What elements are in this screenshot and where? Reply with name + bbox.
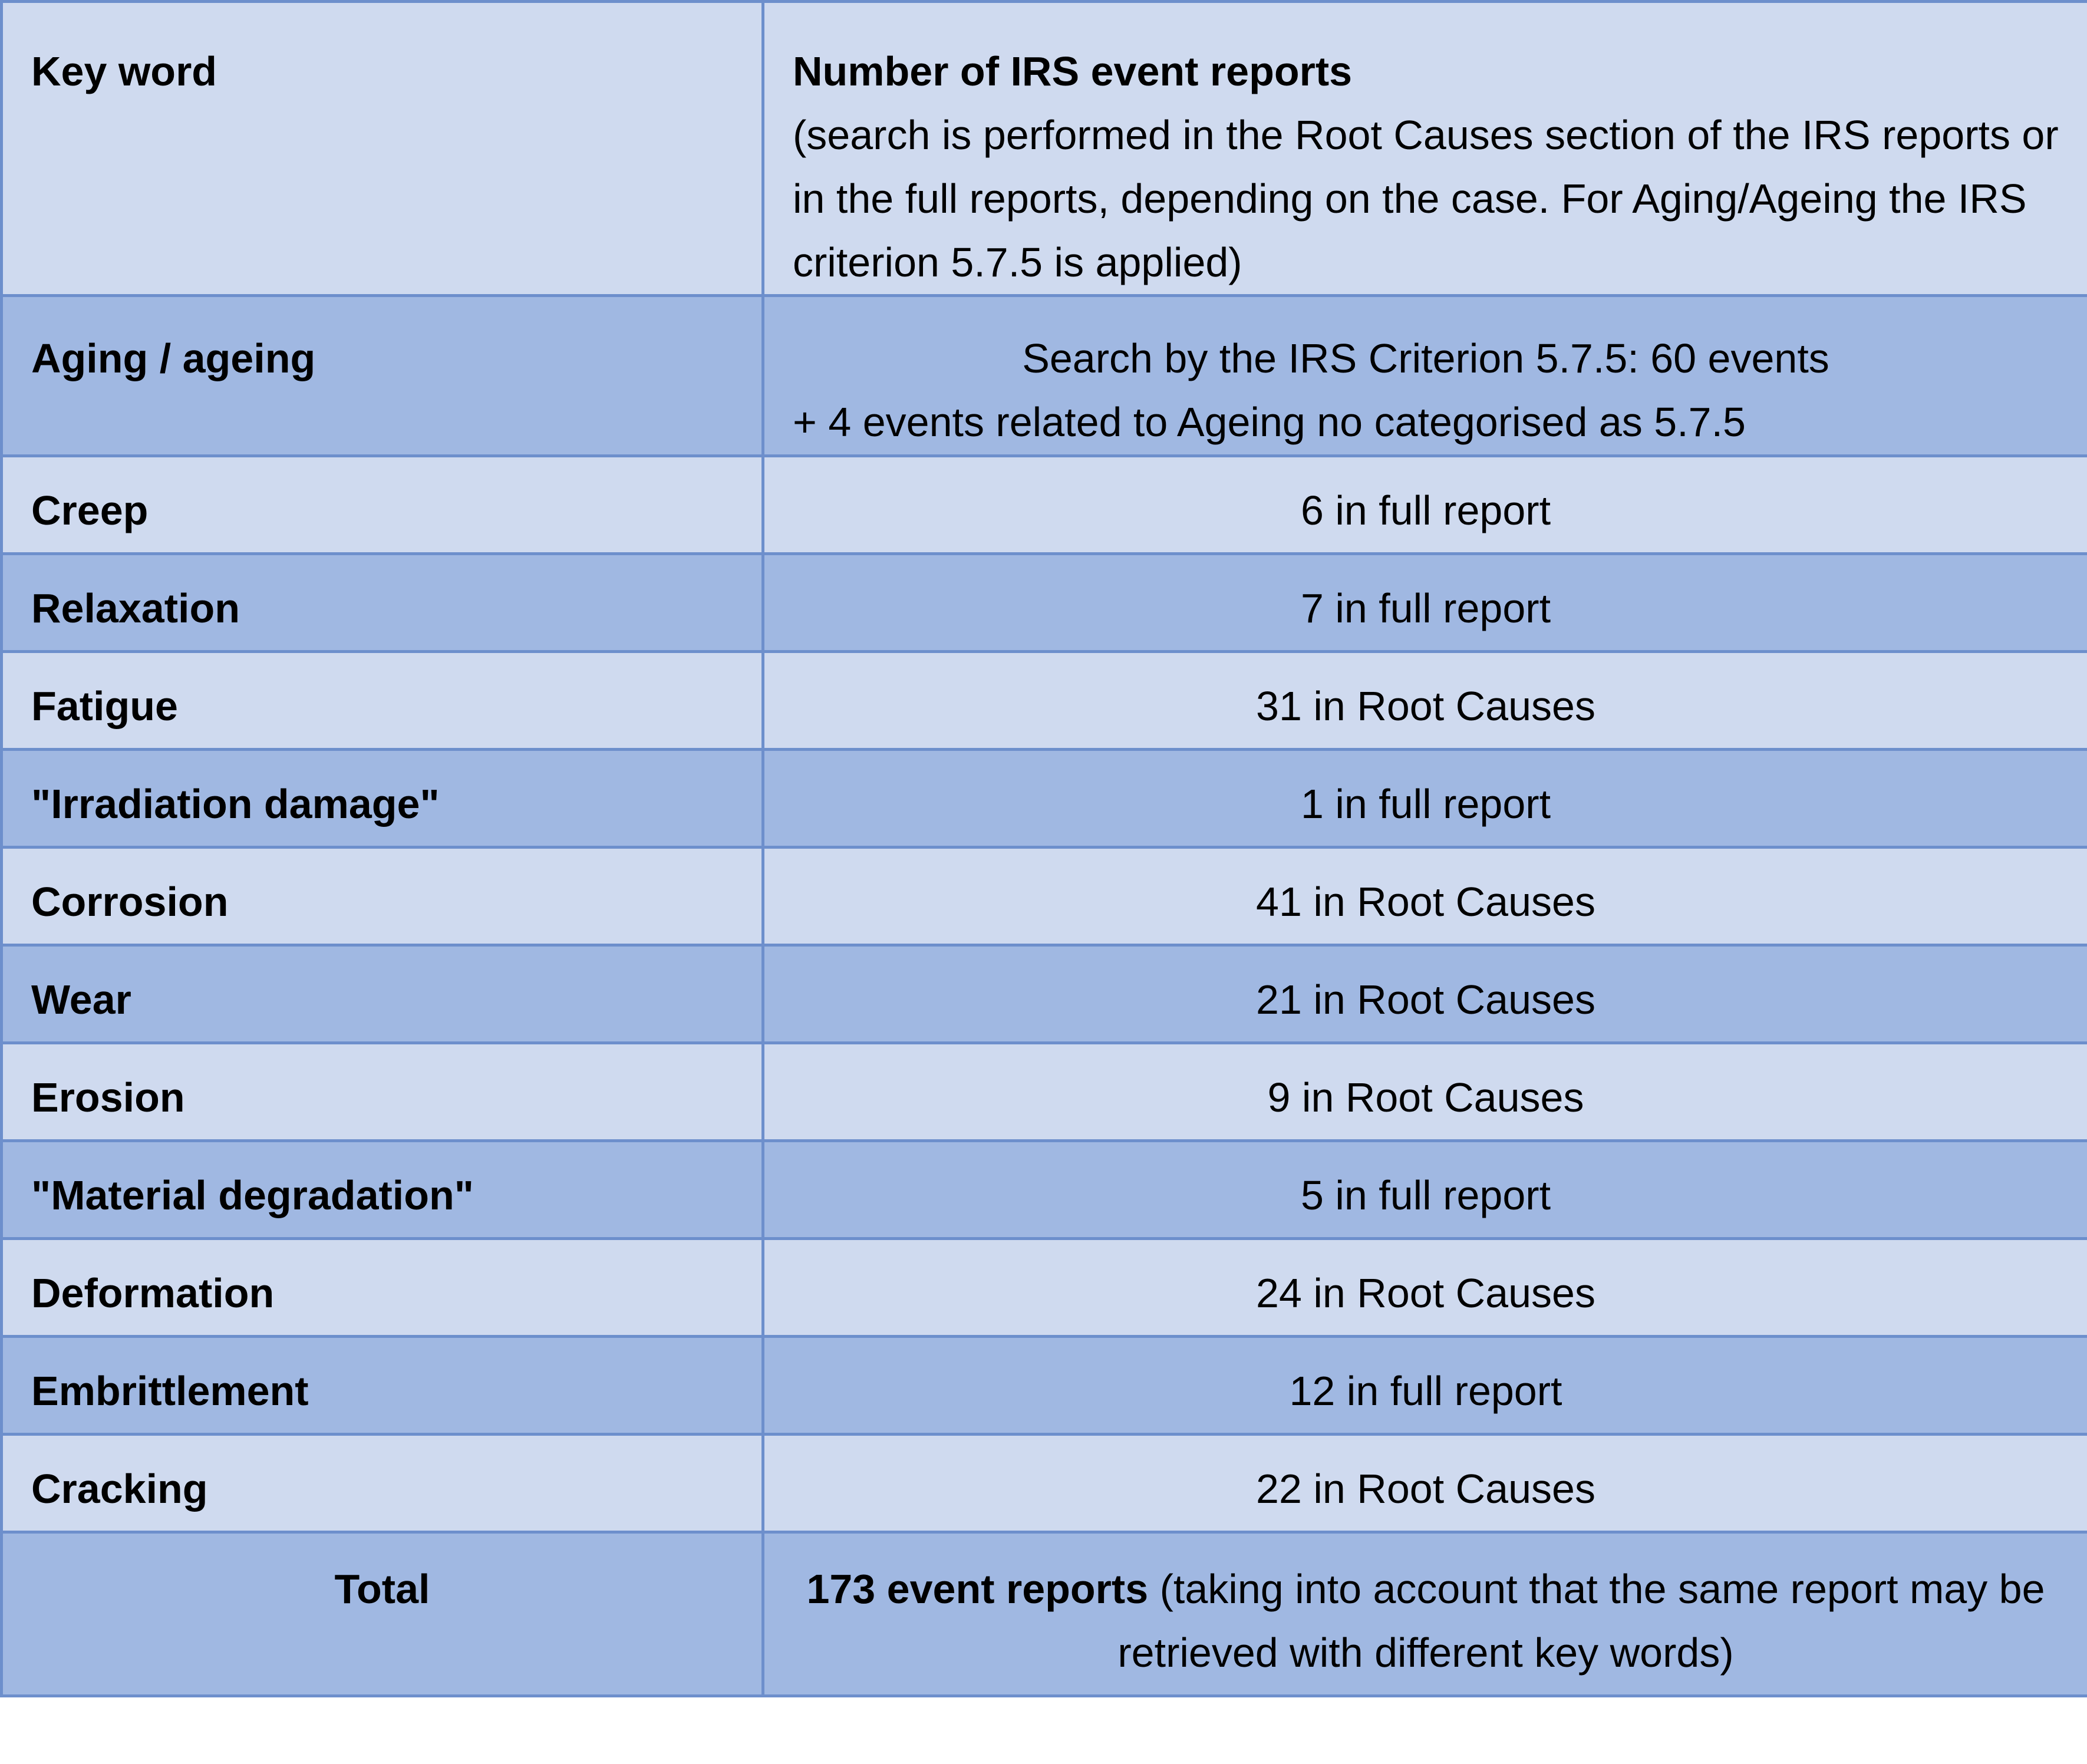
- value-cell: 1 in full report: [763, 750, 2087, 848]
- value-cell: 5 in full report: [763, 1141, 2087, 1239]
- total-note: (taking into account that the same report may be retrieved with different key words): [1117, 1566, 2045, 1676]
- table-row: [2, 1043, 2087, 1141]
- table-row: [2, 1435, 2087, 1532]
- keyword-cell: Wear: [2, 945, 763, 1043]
- keyword-cell: Erosion: [2, 1043, 763, 1141]
- keyword-cell: Relaxation: [2, 554, 763, 652]
- total-label-cell: Total: [2, 1532, 763, 1696]
- header-keyword-cell: Key word: [2, 2, 763, 296]
- keyword-cell: Corrosion: [2, 848, 763, 945]
- total-row: [2, 1532, 2087, 1696]
- table-row: [2, 945, 2087, 1043]
- keyword-cell: Cracking: [2, 1435, 763, 1532]
- table-row: [2, 848, 2087, 945]
- aging-value-cell: [763, 296, 2087, 456]
- header-count-title: Number of IRS event reports: [793, 48, 1353, 94]
- keyword-cell: Embrittlement: [2, 1337, 763, 1435]
- aging-value-line-2: + 4 events related to Ageing no categorised as 5.7.5: [793, 399, 1746, 445]
- value-cell: 22 in Root Causes: [763, 1435, 2087, 1532]
- table-row: [2, 1337, 2087, 1435]
- total-value-cell: [763, 1532, 2087, 1696]
- header-count-cell: [763, 2, 2087, 296]
- aging-value-line-1: Search by the IRS Criterion 5.7.5: 60 events: [1022, 335, 1829, 381]
- keyword-cell: Deformation: [2, 1239, 763, 1337]
- header-count-note: (search is performed in the Root Causes section of the IRS reports or in the full reports, depending on the case. For Aging/Ageing the IRS criterion 5.7.5 is applied): [793, 112, 2059, 285]
- value-cell: 6 in full report: [763, 456, 2087, 554]
- value-cell: 41 in Root Causes: [763, 848, 2087, 945]
- table-row: [2, 750, 2087, 848]
- table-row: [2, 554, 2087, 652]
- keyword-cell: Fatigue: [2, 652, 763, 750]
- table-row: [2, 1239, 2087, 1337]
- value-cell: 21 in Root Causes: [763, 945, 2087, 1043]
- keyword-cell: "Material degradation": [2, 1141, 763, 1239]
- total-count: 173 event reports: [806, 1566, 1149, 1612]
- value-cell: 31 in Root Causes: [763, 652, 2087, 750]
- table-row: [2, 652, 2087, 750]
- table-row: [2, 1141, 2087, 1239]
- value-cell: 24 in Root Causes: [763, 1239, 2087, 1337]
- header-row: [2, 2, 2087, 296]
- keyword-cell: Aging / ageing: [2, 296, 763, 456]
- table-row-aging: [2, 296, 2087, 456]
- table-row: [2, 456, 2087, 554]
- keyword-cell: "Irradiation damage": [2, 750, 763, 848]
- keyword-cell: Creep: [2, 456, 763, 554]
- value-cell: 12 in full report: [763, 1337, 2087, 1435]
- value-cell: 9 in Root Causes: [763, 1043, 2087, 1141]
- value-cell: 7 in full report: [763, 554, 2087, 652]
